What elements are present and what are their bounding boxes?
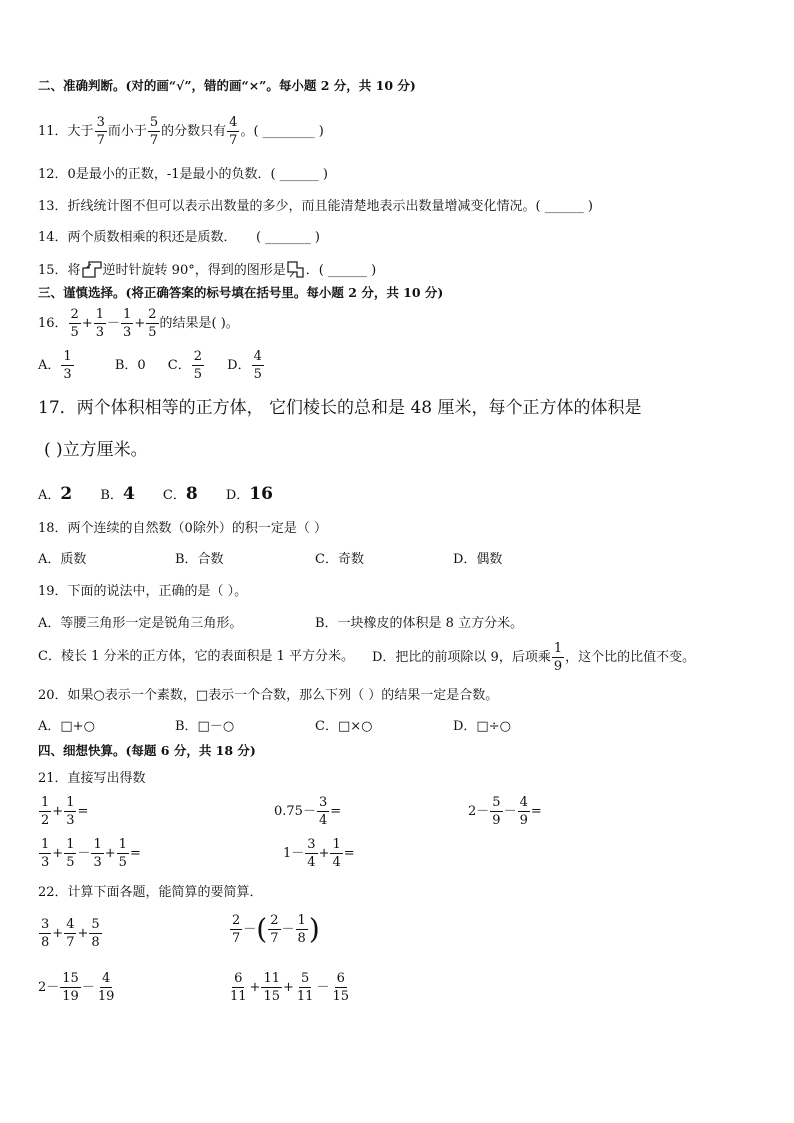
- q20-option-c: C．□×○: [315, 719, 373, 734]
- option-d: D．16: [225, 484, 273, 504]
- q11-number: 11．: [38, 124, 68, 139]
- section-3-heading: 三、谨慎选择。(将正确答案的标号填在括号里。每小题 2 分，共 10 分): [38, 285, 444, 300]
- fraction: $\frac{2}{5}$: [148, 307, 157, 340]
- question-11: 11．大于 $\frac{3}{7}$ 而小于 $\frac{5}{7}$ 的分数只有 $\frac{4}{7}$ 。( ________ ): [38, 115, 324, 148]
- fraction: $\frac{2}{5}$: [70, 307, 79, 340]
- q20-option-a: A．□+○: [38, 719, 95, 734]
- option-b: B．4: [100, 484, 135, 504]
- q19-option-b: B．一块橡皮的体积是 8 立方分米。: [315, 616, 524, 631]
- section-2-heading: 二、准确判断。(对的画“√”，错的画“×”。每小题 2 分，共 10 分): [38, 78, 416, 93]
- q19-option-c: C．棱长 1 分米的正方体，它的表面积是 1 平方分米。: [38, 649, 355, 664]
- question-17-line2: ( )立方厘米。: [44, 440, 148, 460]
- option-c: C． $\frac{2}{5}$: [167, 349, 203, 382]
- q19-option-a: A．等腰三角形一定是锐角三角形。: [38, 616, 243, 631]
- question-16: 16． $\frac{2}{5}$ + $\frac{1}{3}$ － $\frac{1}{3}$ + $\frac{2}{5}$ 的结果是( )。: [38, 307, 239, 340]
- option-d: D． $\frac{4}{5}$: [227, 349, 262, 382]
- fraction: $\frac{1}{3}$: [95, 307, 105, 340]
- question-21: 21．直接写出得数: [38, 771, 146, 786]
- question-15: 15．将 逆时针旋转 90°，得到的图形是 ．( ______ ): [38, 260, 376, 281]
- option-b: B．0: [114, 358, 146, 373]
- q22-expression-1: $\frac{3}{8}$ + $\frac{4}{7}$ + $\frac{5}{8}$: [41, 917, 100, 950]
- question-20: 20．如果○表示一个素数，□表示一个合数，那么下列（ ）的结果一定是合数。: [38, 688, 499, 703]
- question-12: 12．0是最小的正数，-1是最小的负数．( ______ ): [38, 167, 328, 182]
- q21-expression-1: $\frac{1}{2}$ + $\frac{1}{3}$ =: [41, 795, 89, 828]
- q22-expression-4: $\frac{6}{11}$ + $\frac{11}{15}$ + $\frac{5}{11}$ － $\frac{6}{15}$: [230, 971, 350, 1004]
- q17-options: [38, 486, 273, 503]
- q20-option-b: B．□－○: [175, 719, 235, 734]
- q22-expression-3: 2－ $\frac{15}{19}$ － $\frac{4}{19}$: [38, 971, 115, 1004]
- q18-option-d: D．偶数: [453, 552, 503, 567]
- q20-option-d: D．□÷○: [453, 719, 511, 734]
- fraction: $\frac{1}{9}$: [553, 641, 563, 674]
- q19-option-d: D．把比的前项除以 9，后项乘 $\frac{1}{9}$ ，这个比的比值不变。: [372, 641, 696, 674]
- question-18: 18．两个连续的自然数（0除外）的积一定是（ ）: [38, 521, 327, 536]
- question-14: 14．两个质数相乘的积还是质数． ( _______ ): [38, 230, 320, 245]
- fraction: $\frac{1}{3}$: [123, 307, 132, 340]
- question-19: 19．下面的说法中，正确的是（ ）。: [38, 584, 248, 599]
- question-17-line1: 17．两个体积相等的正方体， 它们棱长的总和是 48 厘米，每个正方体的体积是: [38, 398, 642, 418]
- question-22: 22．计算下面各题，能简算的要简算．: [38, 885, 263, 900]
- section-4-heading: 四、细想快算。(每题 6 分，共 18 分): [38, 743, 256, 758]
- fraction: $\frac{5}{7}$: [149, 115, 159, 148]
- q21-expression-2: 0.75－ $\frac{3}{4}$ =: [274, 795, 342, 828]
- q18-option-a: A．质数: [38, 552, 87, 567]
- q21-expression-5: 1－ $\frac{3}{4}$ + $\frac{1}{4}$ =: [283, 837, 355, 870]
- rotated-shape-icon: [286, 260, 306, 281]
- q21-expression-3: 2－ $\frac{5}{9}$ － $\frac{4}{9}$ =: [468, 795, 542, 828]
- q18-option-b: B．合数: [175, 552, 224, 567]
- q18-option-c: C．奇数: [315, 552, 364, 567]
- option-a: A．2: [38, 484, 73, 504]
- fraction: $\frac{4}{7}$: [229, 115, 238, 148]
- q11-text: 大于: [67, 124, 94, 139]
- q21-expression-4: $\frac{1}{3}$ + $\frac{1}{5}$ － $\frac{1}{3}$ + $\frac{1}{5}$ =: [41, 837, 141, 870]
- question-13: 13．折线统计图不但可以表示出数量的多少，而且能清楚地表示出数量增减变化情况。( ______ ): [38, 199, 593, 214]
- original-shape-icon: [81, 260, 103, 281]
- option-c: C．8: [162, 484, 198, 504]
- answer-blank: 。( ________ ): [240, 124, 324, 139]
- option-a: A． $\frac{1}{3}$: [38, 349, 72, 382]
- q16-options: [38, 350, 265, 381]
- q22-expression-2: $\frac{2}{7}$ －( $\frac{2}{7}$ － $\frac{1}{8}$ ): [232, 912, 320, 946]
- fraction: $\frac{3}{7}$: [96, 115, 105, 148]
